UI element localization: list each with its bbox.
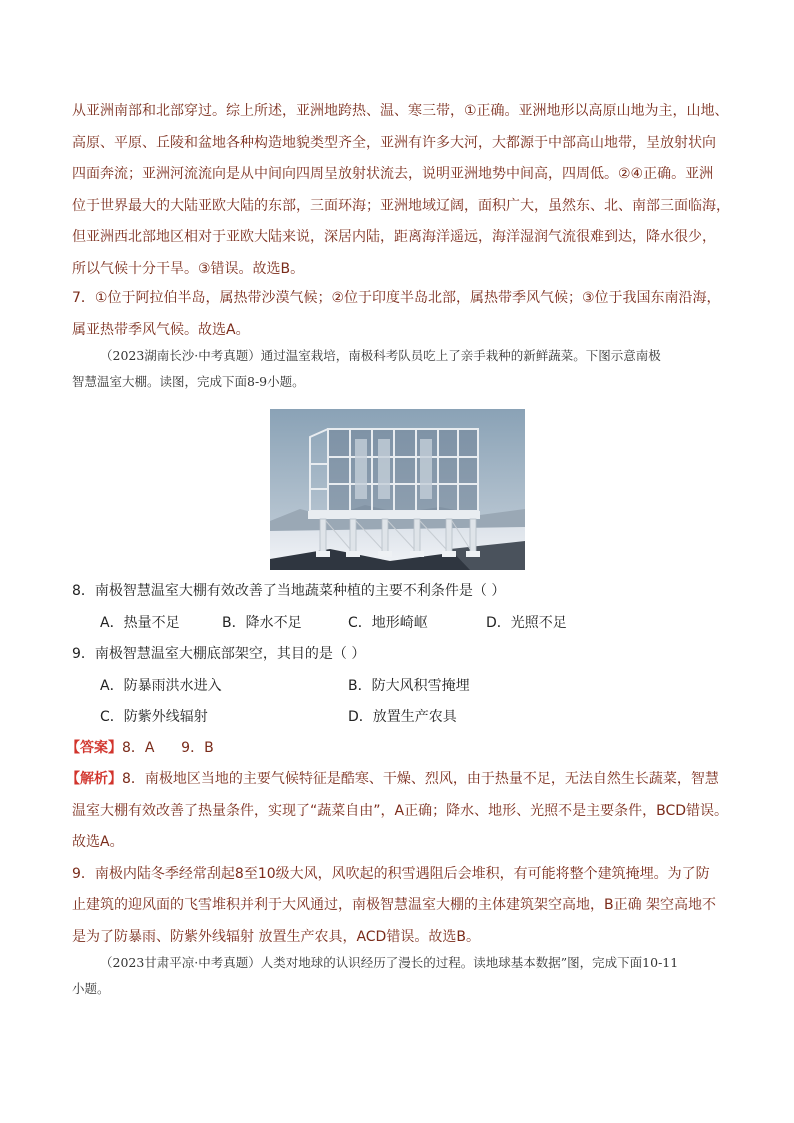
explanation-line: 但亚洲西北部地区相对于亚欧大陆来说，深居内陆，距离海洋遥远，海洋湿润气流很难到达，降水很少，: [72, 229, 716, 245]
analysis-line: 是为了防暴雨、防紫外线辐射 放置生产农具，ACD错误。故选B。: [72, 928, 480, 945]
intro-line: （2023湖南长沙·中考真题）通过温室栽培，南极科考队员吃上了亲手栽种的新鲜蔬菜。下图示意南极: [100, 348, 661, 363]
q9-option-b: B．防大风积雪掩埋: [348, 678, 470, 694]
q8-option-c: C．地形崎岖: [348, 615, 428, 631]
question-intro-10-11: [72, 950, 720, 1002]
q8-option-d: D．光照不足: [486, 615, 567, 631]
question-8-stem: 8．南极智慧温室大棚有效改善了当地蔬菜种植的主要不利条件是（ ）: [72, 583, 506, 599]
q7-explanation: [72, 283, 722, 346]
analysis-line: 止建筑的迎风面的飞雪堆积并利于大风通过，南极智慧温室大棚的主体建筑架空高地，B正确 架空高地不: [72, 897, 717, 913]
intro-line: 智慧温室大棚。读图，完成下面8-9小题。: [72, 374, 305, 389]
explanation-line: 高原、平原、丘陵和盆地各种构造地貌类型齐全，亚洲有许多大河，大都源于中部高山地带，呈放射状向: [72, 134, 716, 151]
question-intro-8-9: [72, 343, 720, 395]
explanation-line: 四面奔流；亚洲河流流向是从中间向四周呈放射状流去，说明亚洲地势中间高，四周低。②④正确。亚洲: [72, 166, 714, 182]
explanation-line: 7．①位于阿拉伯半岛，属热带沙漠气候；②位于印度半岛北部，属热带季风气候；③位于我国东南沿海，: [72, 290, 721, 306]
antarctic-greenhouse-photo: [270, 409, 525, 570]
analysis-line: 8．南极地区当地的主要气候特征是酷寒、干燥、烈风，由于热量不足，无法自然生长蔬菜，智慧: [122, 771, 719, 787]
analysis-line: 故选A。: [72, 834, 124, 850]
analysis-line: 9．南极内陆冬季经常刮起8至10级大风，风吹起的积雪遇阻后会堆积，有可能将整个建筑掩埋。为了防: [72, 865, 710, 882]
intro-line: （2023甘肃平凉·中考真题）人类对地球的认识经历了漫长的过程。读地球基本数据”图，完成下面10-11: [100, 955, 679, 970]
answer-row: [66, 737, 214, 757]
answer-tag: 【答案】: [66, 740, 122, 756]
explanation-line: 位于世界最大的大陆亚欧大陆的东部，三面环海；亚洲地域辽阔，面积广大，虽然东、北、南部三面临海，: [72, 197, 730, 214]
explanation-line: 所以气候十分干旱。③错误。故选B。: [72, 260, 305, 277]
intro-line: 小题。: [72, 981, 110, 996]
explanation-line: 从亚洲南部和北部穿过。综上所述，亚洲地跨热、温、寒三带，①正确。亚洲地形以高原山地为主，山地、: [72, 103, 729, 119]
q8-option-b: B．降水不足: [222, 615, 302, 631]
q9-option-a: A．防暴雨洪水进入: [100, 678, 222, 694]
analysis-first-line: [66, 764, 726, 796]
analysis-block: [66, 764, 726, 953]
analysis-tag: 【解析】: [66, 771, 122, 787]
q8-option-a: A．热量不足: [100, 615, 180, 631]
answer-text: 8．A 9．B: [122, 740, 214, 756]
explanation-line: 属亚热带季风气候。故选A。: [72, 321, 250, 338]
analysis-line: 温室大棚有效改善了热量条件，实现了“蔬菜自由”，A正确；降水、地形、光照不是主要条件，BCD错误。: [72, 802, 728, 819]
q9-option-d: D．放置生产农具: [348, 709, 457, 725]
q9-option-c: C．防紫外线辐射: [100, 709, 208, 725]
q6-explanation: [72, 96, 730, 285]
question-9-stem: 9．南极智慧温室大棚底部架空，其目的是（ ）: [72, 646, 366, 662]
